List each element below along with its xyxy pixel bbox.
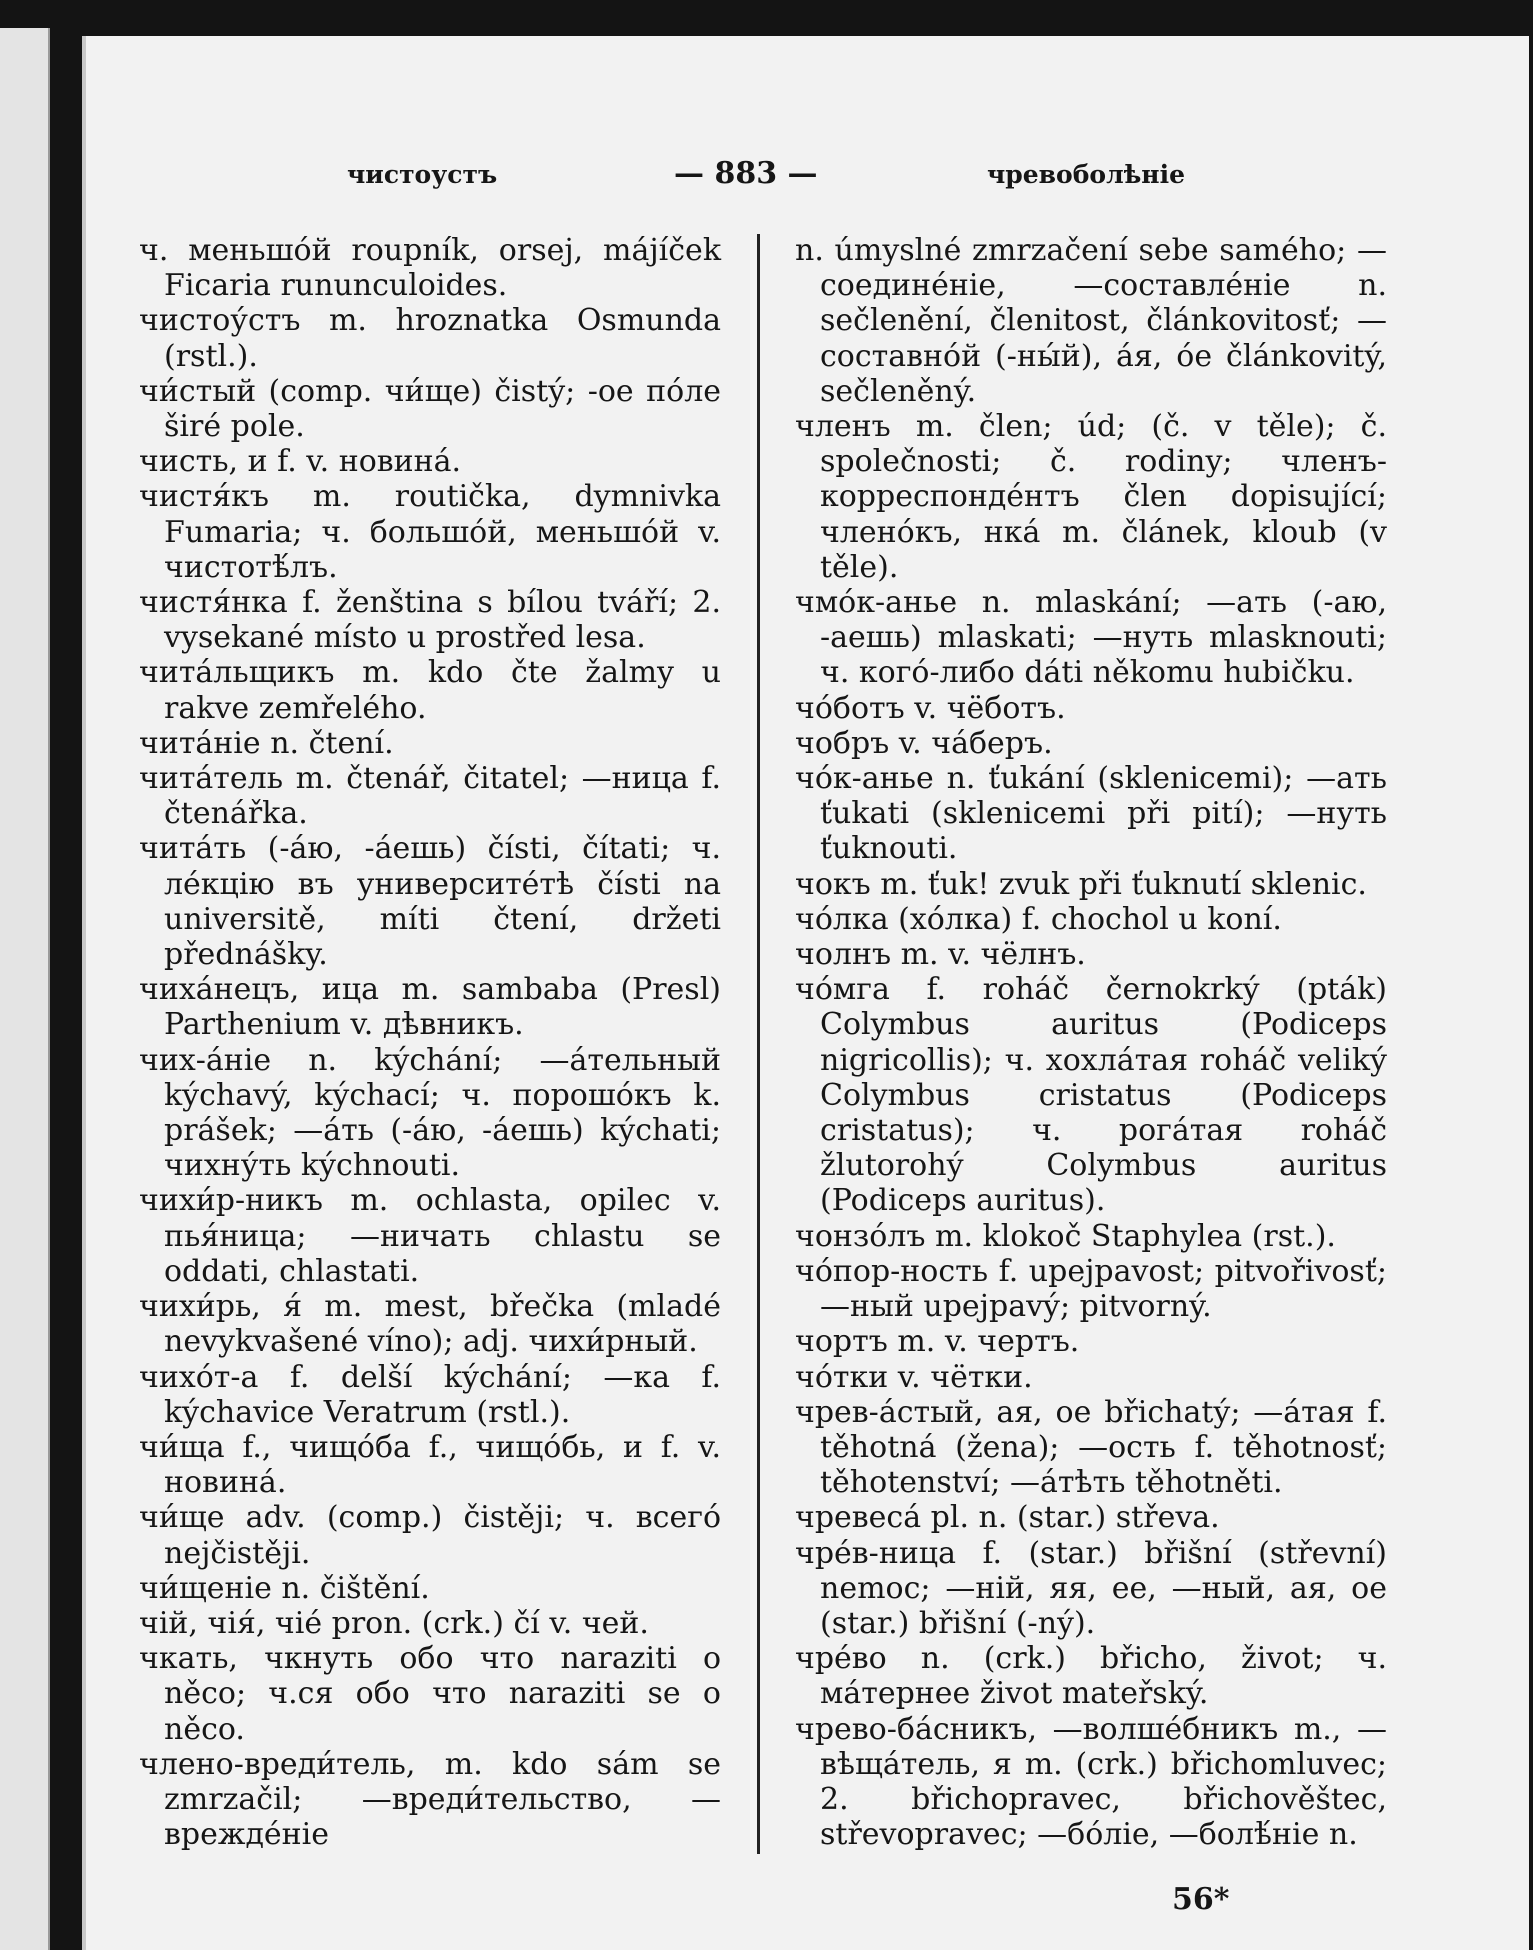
dictionary-entry: членъ m. člen; úd; (č. v těle); č. společnosti; č. rodiny; членъ-корреспонде́нтъ člen dopisující; члено́къ, нка́ m. článek, kloub (v těle). [795,409,1387,585]
dictionary-entry: чонзо́лъ m. klokoč Staphylea (rst.). [795,1218,1336,1254]
dictionary-entry: чистоу́стъ m. hroznatka Osmunda (rstl.). [139,303,721,374]
dictionary-page [82,36,1529,1950]
dictionary-entry: чокъ m. ťuk! zvuk při ťuknutí sklenic. [795,866,1367,902]
dictionary-entry: члено-вреди́тель, m. kdo sám se zmrzačil; —вреди́тельство, —врежде́ніе [139,1746,721,1853]
dictionary-entry: чобръ v. ча́беръ. [795,725,1053,761]
dictionary-entry: чо́тки v. чётки. [795,1359,1033,1395]
dictionary-entry: чих-а́ніе n. kýchání; —а́тельный kýchavý, kýchací; ч. порошо́къ k. prášek; —а́ть (-а́ю, -а́ешь) kýchati; чихну́ть kýchnouti. [139,1042,721,1184]
right-column [795,233,1387,1852]
dictionary-entry: чита́льщикъ m. kdo čte žalmy u rakve zemřelého. [139,655,721,726]
dictionary-entry: чиха́нецъ, ица m. sambaba (Presl) Parthenium v. дѣвникъ. [139,972,721,1043]
dictionary-entry: чо́к-анье n. ťukání (sklenicemi); —ать ťukati (sklenicemi při pití); —нуть ťuknouti. [795,761,1387,867]
dictionary-entry: чрево-ба́сникъ, —волше́бникъ m., —вѣща́тель, я m. (crk.) břichomluvec; 2. břichopravec, břichověštec, střevopravec; —бо́ліе, —болѣ́ніе n. [795,1711,1387,1853]
dictionary-entry: чистя́нка f. ženština s bílou tváří; 2. vysekané místo u prostřed lesa. [139,585,721,656]
dictionary-entry: чре́во n. (crk.) břicho, život; ч. ма́тернее život mateřský. [795,1641,1387,1712]
previous-page-edge [0,28,50,1950]
dictionary-entry: чихо́т-а f. delší kýchání; —ка f. kýchavice Veratrum (rstl.). [139,1359,721,1430]
running-header [82,154,1529,204]
dictionary-entry: чмо́к-анье n. mlaskání; —ать (-аю, -аешь) mlaskati; —нуть mlasknouti; ч. кого́-либо dáti někomu hubičku. [795,585,1387,691]
dictionary-entry: чита́тель m. čtenář, čitatel; —ница f. čtenářka. [139,761,721,832]
dictionary-entry: n. úmyslné zmrzačení sebe samého; —соедине́ніе, —составле́ніе n. sečlenění, členitost, článkovitosť; —составно́й (-ны́й), а́я, о́е článkovitý, sečleněný. [795,233,1387,409]
page-edge [82,36,86,1950]
dictionary-entry: чисть, и f. v. новина́. [139,444,462,480]
right-headword: чревоболѣніе [987,160,1185,189]
signature-mark: 56* [1172,1882,1230,1917]
dictionary-entry: чо́лка (хо́лка) f. chochol u koní. [795,901,1282,937]
dictionary-entry: чкать, чкнуть обо что naraziti o něco; ч.ся обо что naraziti se o něco. [139,1641,721,1747]
left-headword: чистоустъ [347,160,498,189]
dictionary-entry: чи́стый (comp. чи́ще) čistý; -ое по́ле širé pole. [139,373,721,445]
dictionary-entry: чо́ботъ v. чёботъ. [795,690,1066,726]
dictionary-entry: чолнъ m. v. чёлнъ. [795,937,1086,973]
left-column [139,233,721,1852]
dictionary-entry: чи́щеніе n. čištění. [139,1570,430,1606]
dictionary-entry: чи́ще adv. (comp.) čistěji; ч. всего́ nejčistěji. [139,1500,721,1571]
dictionary-entry: чревеса́ pl. n. (star.) střeva. [795,1500,1220,1536]
dictionary-entry: чо́мга f. roháč černokrký (pták) Colymbus auritus (Podiceps nigricollis); ч. хохла́тая roháč veliký Colymbus cristatus (Podiceps cristatus); ч. рога́тая roháč žlutorohý Colymbus auritus (Podiceps auritus). [795,972,1387,1219]
dictionary-entry: чи́ща f., чищо́ба f., чищо́бь, и f. v. новина́. [139,1429,721,1501]
dictionary-entry: чре́в-ница f. (star.) břišní (střevní) nemoc; —ній, яя, ее, —ный, ая, ое (star.) břišní (-ný). [795,1535,1387,1641]
page-number: — 883 — [674,156,818,191]
dictionary-entry: чій, чія́, чіе́ pron. (crk.) čí v. чей. [139,1605,649,1641]
dictionary-entry: ч. меньшо́й roupník, orsej, májíček Ficaria rununculoides. [139,233,721,304]
dictionary-entry: чихи́р-никъ m. ochlasta, opilec v. пья́ница; —ничать chlastu se oddati, chlastati. [139,1183,721,1289]
dictionary-entry: чо́пор-ность f. upejpavost; pitvořivosť; —ный upejpavý; pitvorný. [795,1253,1387,1325]
dictionary-entry: чортъ m. v. чертъ. [795,1324,1080,1360]
dictionary-entry: чистя́къ m. routička, dymnivka Fumaria; ч. большо́й, меньшо́й v. чистотѣ́лъ. [139,479,721,585]
dictionary-entry: чрев-а́стый, ая, ое břichatý; —а́тая f. těhotná (žena); —ость f. těhotnosť; těhotenství; —а́тѣть těhotněti. [795,1394,1387,1501]
dictionary-entry: чихи́рь, я́ m. mest, břečka (mladé nevykvašené víno); adj. чихи́рный. [139,1289,721,1360]
dictionary-entry: чита́ть (-а́ю, -а́ешь) čísti, čítati; ч. ле́кцію въ университе́тѣ čísti na universitě, míti čtení, držeti přednášky. [139,831,721,973]
column-divider [757,234,760,1854]
dictionary-entry: чита́ніе n. čtení. [139,725,394,761]
